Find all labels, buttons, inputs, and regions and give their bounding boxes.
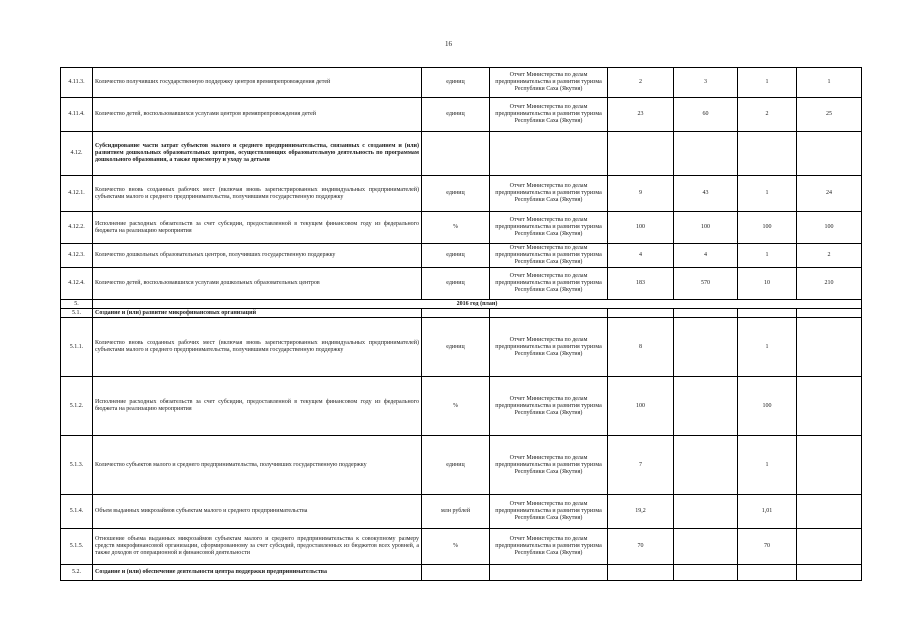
unit: единиц: [422, 318, 490, 377]
page-number: 16: [445, 40, 452, 48]
indicator-name: Количество получивших государственную поддержку центров времяпрепровождения детей: [93, 68, 422, 98]
table-row: [61, 98, 862, 132]
table-row: [61, 309, 862, 318]
value-2: 3: [674, 68, 738, 98]
table-row: [61, 68, 862, 98]
value-3: [738, 565, 797, 581]
year-heading: 2016 год (план): [93, 300, 862, 309]
value-4: [797, 495, 862, 529]
value-4: [797, 132, 862, 176]
data-source: Отчет Министерства по делам предпринимательства и развития туризма Республики Саха (Якутия): [490, 268, 608, 300]
value-3: 1: [738, 244, 797, 268]
table-row: [61, 529, 862, 565]
indicator-name: Исполнение расходных обязательств за счет субсидии, предоставленной в текущем финансовом году из федерального бюджета на реализацию мероприятия: [93, 212, 422, 244]
row-number: 4.12.4.: [61, 268, 93, 300]
value-4: 25: [797, 98, 862, 132]
row-number: 4.12.3.: [61, 244, 93, 268]
value-3: 100: [738, 377, 797, 436]
data-source: Отчет Министерства по делам предпринимательства и развития туризма Республики Саха (Якутия): [490, 98, 608, 132]
data-source: [490, 132, 608, 176]
value-4: 210: [797, 268, 862, 300]
row-number: 5.1.1.: [61, 318, 93, 377]
indicator-name: Количество вновь созданных рабочих мест (включая вновь зарегистрированных индивидуальных предпринимателей) субъектами малого и среднего предпринимательства, получившими государственную поддержку: [93, 318, 422, 377]
indicator-name: Создание и (или) обеспечение деятельности центра поддержки предпринимательства: [93, 565, 422, 581]
unit: единиц: [422, 268, 490, 300]
row-number: 4.12.: [61, 132, 93, 176]
value-2: [674, 309, 738, 318]
value-3: [738, 132, 797, 176]
value-1: [608, 309, 674, 318]
table-row: [61, 436, 862, 495]
unit: %: [422, 377, 490, 436]
table-row: [61, 565, 862, 581]
row-number: 5.2.: [61, 565, 93, 581]
row-number: 5.: [61, 300, 93, 309]
value-1: 4: [608, 244, 674, 268]
value-4: [797, 377, 862, 436]
value-3: 1: [738, 176, 797, 212]
unit: единиц: [422, 68, 490, 98]
value-1: 100: [608, 377, 674, 436]
row-number: 5.1.5.: [61, 529, 93, 565]
data-source: Отчет Министерства по делам предпринимательства и развития туризма Республики Саха (Якутия): [490, 176, 608, 212]
value-4: 24: [797, 176, 862, 212]
value-2: 100: [674, 212, 738, 244]
row-number: 5.1.3.: [61, 436, 93, 495]
unit: %: [422, 212, 490, 244]
value-2: [674, 529, 738, 565]
table-row: [61, 495, 862, 529]
data-source: Отчет Министерства по делам предпринимательства и развития туризма Республики Саха (Якутия): [490, 212, 608, 244]
value-1: 2: [608, 68, 674, 98]
table-row: [61, 132, 862, 176]
value-2: [674, 132, 738, 176]
indicator-name: Исполнение расходных обязательств за счет субсидии, предоставленной в текущем финансовом году из федерального бюджета на реализацию мероприятия: [93, 377, 422, 436]
value-2: [674, 318, 738, 377]
data-source: Отчет Министерства по делам предпринимательства и развития туризма Республики Саха (Якутия): [490, 244, 608, 268]
row-number: 4.11.4.: [61, 98, 93, 132]
value-1: 8: [608, 318, 674, 377]
unit: единиц: [422, 176, 490, 212]
value-4: [797, 565, 862, 581]
data-source: Отчет Министерства по делам предпринимательства и развития туризма Республики Саха (Якутия): [490, 377, 608, 436]
value-4: [797, 529, 862, 565]
value-3: 10: [738, 268, 797, 300]
data-source: Отчет Министерства по делам предпринимательства и развития туризма Республики Саха (Якутия): [490, 529, 608, 565]
indicator-name: Количество детей, воспользовавшихся услугами центров времяпрепровождения детей: [93, 98, 422, 132]
table-row: [61, 318, 862, 377]
unit: единиц: [422, 436, 490, 495]
indicators-table: [60, 67, 862, 581]
value-1: [608, 565, 674, 581]
value-3: 100: [738, 212, 797, 244]
value-4: [797, 309, 862, 318]
table-row: [61, 176, 862, 212]
indicator-name: Создание и (или) развитие микрофинансовых организаций: [93, 309, 422, 318]
value-2: 43: [674, 176, 738, 212]
row-number: 5.1.2.: [61, 377, 93, 436]
value-3: 70: [738, 529, 797, 565]
value-2: 4: [674, 244, 738, 268]
value-3: [738, 309, 797, 318]
row-number: 4.11.3.: [61, 68, 93, 98]
value-4: [797, 436, 862, 495]
indicator-name: Количество субъектов малого и среднего предпринимательства, получивших государственную поддержку: [93, 436, 422, 495]
unit: единиц: [422, 98, 490, 132]
value-2: [674, 495, 738, 529]
value-2: [674, 436, 738, 495]
year-row: [61, 300, 862, 309]
value-2: [674, 565, 738, 581]
value-1: 7: [608, 436, 674, 495]
data-source: Отчет Министерства по делам предпринимательства и развития туризма Республики Саха (Якутия): [490, 436, 608, 495]
value-4: [797, 318, 862, 377]
indicator-name: Количество детей, воспользовавшихся услугами дошкольных образовательных центров: [93, 268, 422, 300]
value-4: 2: [797, 244, 862, 268]
unit: [422, 309, 490, 318]
indicator-name: Объем выданных микрозаймов субъектам малого и среднего предпринимательства: [93, 495, 422, 529]
value-3: 1: [738, 68, 797, 98]
table-row: [61, 244, 862, 268]
unit: млн рублей: [422, 495, 490, 529]
unit: [422, 565, 490, 581]
table-row: [61, 268, 862, 300]
value-4: 1: [797, 68, 862, 98]
row-number: 4.12.1.: [61, 176, 93, 212]
value-1: 9: [608, 176, 674, 212]
data-source: [490, 565, 608, 581]
value-3: 1: [738, 318, 797, 377]
value-4: 100: [797, 212, 862, 244]
data-source: Отчет Министерства по делам предпринимательства и развития туризма Республики Саха (Якутия): [490, 318, 608, 377]
row-number: 4.12.2.: [61, 212, 93, 244]
data-source: [490, 309, 608, 318]
value-1: 19,2: [608, 495, 674, 529]
data-source: Отчет Министерства по делам предпринимательства и развития туризма Республики Саха (Якутия): [490, 495, 608, 529]
row-number: 5.1.4.: [61, 495, 93, 529]
unit: %: [422, 529, 490, 565]
value-1: 23: [608, 98, 674, 132]
indicator-name: Отношение объема выданных микрозаймов субъектам малого и среднего предпринимательства к совокупному размеру средств микрофинансовой организации, сформированному за счет субсидий, предоставленных из бюджетов всех уровней, а также доходов от операционной и финансовой деятельности: [93, 529, 422, 565]
value-3: 1: [738, 436, 797, 495]
value-3: 2: [738, 98, 797, 132]
value-1: 100: [608, 212, 674, 244]
data-source: Отчет Министерства по делам предпринимательства и развития туризма Республики Саха (Якутия): [490, 68, 608, 98]
unit: [422, 132, 490, 176]
value-2: 570: [674, 268, 738, 300]
unit: единиц: [422, 244, 490, 268]
row-number: 5.1.: [61, 309, 93, 318]
value-1: 183: [608, 268, 674, 300]
value-2: [674, 377, 738, 436]
value-3: 1,01: [738, 495, 797, 529]
indicator-name: Количество дошкольных образовательных центров, получивших государственную поддержку: [93, 244, 422, 268]
table-row: [61, 377, 862, 436]
indicator-name: Количество вновь созданных рабочих мест (включая вновь зарегистрированных индивидуальных предпринимателей) субъектами малого и среднего предпринимательства, получившими государственную поддержку: [93, 176, 422, 212]
value-1: [608, 132, 674, 176]
indicator-name: Субсидирование части затрат субъектов малого и среднего предпринимательства, связанных с созданием и (или) развитием дошкольных образовательных центров, осуществляющих образовательную деятельность по программам дошкольного образования, а также присмотру и уходу за детьми: [93, 132, 422, 176]
value-1: 70: [608, 529, 674, 565]
value-2: 60: [674, 98, 738, 132]
table-row: [61, 212, 862, 244]
